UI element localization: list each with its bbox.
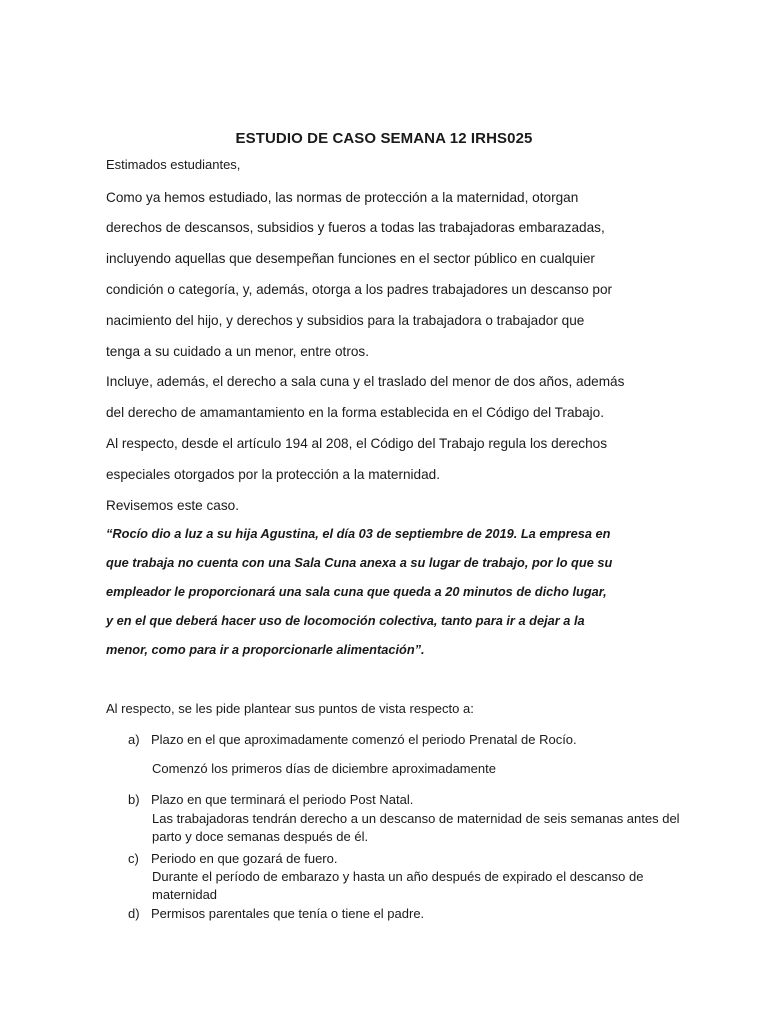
paragraph2-line-2: del derecho de amamantamiento en la forma establecida en el Código del Trabajo.: [106, 405, 604, 420]
case-quote-line-1: “Rocío dio a luz a su hija Agustina, el día 03 de septiembre de 2019. La empresa en: [106, 526, 611, 541]
greeting: Estimados estudiantes,: [106, 157, 241, 172]
paragraph1-line-3: incluyendo aquellas que desempeñan funciones en el sector público en cualquier: [106, 251, 595, 266]
question-text: Plazo en que terminará el periodo Post Natal.: [151, 792, 414, 807]
paragraph1-line-2: derechos de descansos, subsidios y fueros a todas las trabajadoras embarazadas,: [106, 220, 605, 235]
document-title: ESTUDIO DE CASO SEMANA 12 IRHS025: [235, 130, 533, 147]
question-text: Plazo en el que aproximadamente comenzó el periodo Prenatal de Rocío.: [151, 732, 577, 747]
case-quote-line-5: menor, como para ir a proporcionarle alimentación”.: [106, 642, 425, 657]
paragraph3-line-2: especiales otorgados por la protección a la maternidad.: [106, 467, 441, 482]
question-c: [128, 851, 337, 866]
answer-c-line-1: Durante el período de embarazo y hasta un año después de expirado el descanso de: [152, 869, 644, 884]
question-text: Periodo en que gozará de fuero.: [151, 851, 338, 866]
paragraph1-line-6: tenga a su cuidado a un menor, entre otros.: [106, 344, 369, 359]
paragraph3-line-1: Al respecto, desde el artículo 194 al 208, el Código del Trabajo regula los derechos: [106, 436, 608, 451]
answer-c-line-2: maternidad: [152, 887, 218, 902]
question-marker: d): [128, 906, 140, 921]
question-marker: a): [128, 732, 140, 747]
question-text: Permisos parentales que tenía o tiene el padre.: [151, 906, 425, 921]
paragraph2-line-1: Incluye, además, el derecho a sala cuna y el traslado del menor de dos años, además: [106, 374, 625, 389]
case-quote-line-4: y en el que deberá hacer uso de locomoción colectiva, tanto para ir a dejar a la: [106, 613, 585, 628]
paragraph1-line-4: condición o categoría, y, además, otorga a los padres trabajadores un descanso por: [106, 282, 613, 297]
paragraph1-line-5: nacimiento del hijo, y derechos y subsidios para la trabajadora o trabajador que: [106, 313, 585, 328]
case-quote-line-3: empleador le proporcionará una sala cuna que queda a 20 minutos de dicho lugar,: [106, 584, 607, 599]
answer-a-line-1: Comenzó los primeros días de diciembre aproximadamente: [152, 761, 496, 776]
questions-intro: Al respecto, se les pide plantear sus puntos de vista respecto a:: [106, 701, 474, 716]
paragraph1-line-1: Como ya hemos estudiado, las normas de protección a la maternidad, otorgan: [106, 190, 579, 205]
question-b: [128, 792, 413, 807]
case-quote-line-2: que trabaja no cuenta con una Sala Cuna anexa a su lugar de trabajo, por lo que su: [106, 555, 613, 570]
review-line: Revisemos este caso.: [106, 498, 239, 513]
question-a: [128, 732, 577, 747]
answer-b-line-1: Las trabajadoras tendrán derecho a un descanso de maternidad de seis semanas antes del: [152, 811, 680, 826]
question-d: [128, 906, 424, 921]
answer-b-line-2: parto y doce semanas después de él.: [152, 829, 369, 844]
question-marker: b): [128, 792, 140, 807]
question-marker: c): [128, 851, 139, 866]
